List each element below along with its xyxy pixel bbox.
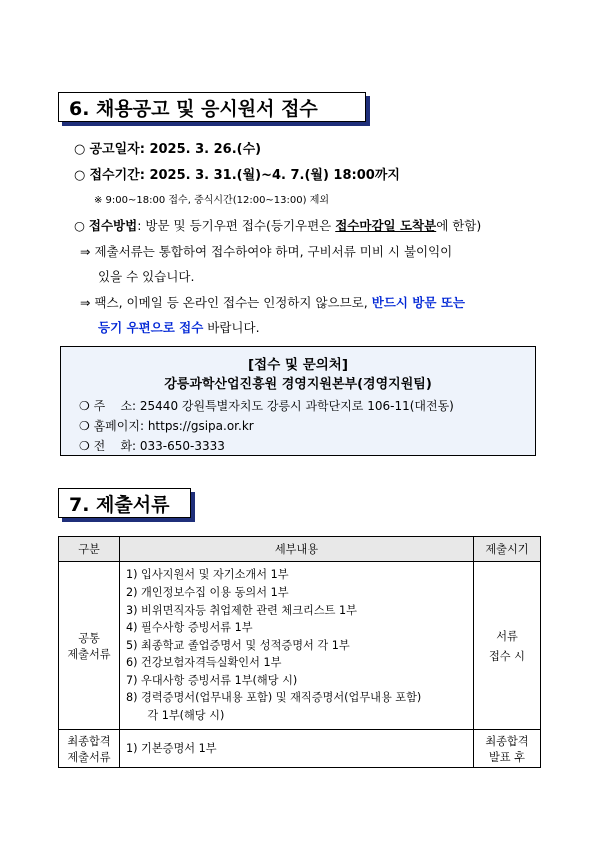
table-row [59,562,541,730]
header-category: 구분 [59,537,120,562]
bullet: ❍ [79,399,90,413]
bullet: ❍ [79,439,90,453]
row1-timing [474,562,541,730]
row1-category [59,562,120,730]
bullet: ○ [74,142,86,157]
phone-label: 전 화 [93,439,133,453]
contact-homepage [79,417,254,434]
section-6-title-text: 6. 채용공고 및 응시원서 접수 [69,97,318,120]
note2-tail: 바랍니다. [203,320,260,335]
bullet: ❍ [79,419,90,433]
list-item: 2) 개인정보수집 이용 동의서 1부 [126,585,289,599]
table-header-row [59,537,541,562]
header-timing: 제출시기 [474,537,541,562]
row2-category-line1: 최종합격 [67,734,111,748]
address-value: : 25440 강원특별자치도 강릉시 과학단지로 106-11(대전동) [132,399,454,413]
method-tail: 에 한함) [436,218,482,233]
list-item: 1) 입사지원서 및 자기소개서 1부 [126,568,289,582]
list-item: 1) 기본증명서 1부 [126,741,217,755]
list-item: 3) 비위면직자등 취업제한 관련 체크리스트 1부 [126,603,357,617]
row2-timing [474,730,541,768]
contact-phone [79,437,225,454]
phone-value: : 033-650-3333 [132,439,225,453]
method-line [74,216,481,234]
note1-line2: 있을 수 있습니다. [98,269,195,284]
contact-org: 강릉과학산업진흥원 경영지원본부(경영지원팀) [164,377,432,392]
announce-label: 공고일자 [89,142,140,157]
section-7-title-text: 7. 제출서류 [69,493,170,516]
note2-emphasis-1: 반드시 방문 또는 [371,295,465,310]
row2-timing-line1: 최종합격 [485,734,529,748]
period-label: 접수기간 [89,168,140,183]
announce-date-line [74,138,261,157]
bullet: ○ [74,168,86,183]
homepage-label: 홈페이지 [93,419,140,433]
row2-category-line2: 제출서류 [67,750,111,764]
documents-table [58,536,541,768]
note2-line1 [80,293,465,311]
period-value: : 2025. 3. 31.(월)~4. 7.(월) 18:00까지 [139,168,400,183]
header-details: 세부내용 [120,537,474,562]
row1-timing-line1: 서류 [496,629,518,643]
row1-details [120,562,474,730]
row1-timing-line2: 접수 시 [489,649,525,663]
note2-line2 [98,318,260,336]
period-line [74,164,400,183]
table-row [59,730,541,768]
method-text: : 방문 및 등기우편 접수(등기우편은 [137,218,336,233]
bullet: ○ [74,218,85,233]
contact-title: [접수 및 문의처] [248,357,348,373]
address-label: 주 소 [93,399,133,413]
list-item: 5) 최종학교 졸업증명서 및 성적증명서 각 1부 [126,638,350,652]
contact-address [79,397,454,414]
list-item: 7) 우대사항 증빙서류 1부(해당 시) [126,673,298,687]
section-7-title [58,488,191,518]
list-item: 각 1부(해당 시) [126,709,225,723]
list-item: 4) 필수사항 증빙서류 1부 [126,621,253,635]
list-item: 6) 건강보험자격득실확인서 1부 [126,656,282,670]
note2-emphasis-2: 등기 우편으로 접수 [98,320,204,335]
announce-value: : 2025. 3. 26.(수) [139,142,262,157]
row1-category-line1: 공통 [78,631,100,645]
row1-category-line2: 제출서류 [67,647,111,661]
list-item: 8) 경력증명서(업무내용 포함) 및 재직증명서(업무내용 포함) [126,691,422,705]
note2-pre: ⇒ 팩스, 이메일 등 온라인 접수는 인정하지 않으므로, [80,295,368,310]
section-6-title [58,92,366,122]
contact-box [60,346,536,456]
note1-line1: ⇒ 제출서류는 통합하여 접수하여야 하며, 구비서류 미비 시 불이익이 [80,244,453,259]
row2-timing-line2: 발표 후 [489,750,525,764]
homepage-value: : https://gsipa.or.kr [139,419,254,433]
period-note: ※ 9:00~18:00 접수, 중식시간(12:00~13:00) 제외 [94,195,330,206]
row2-category [59,730,120,768]
row2-details [120,730,474,768]
method-label: 접수방법 [88,218,138,233]
method-deadline: 접수마감일 도착분 [335,218,437,233]
